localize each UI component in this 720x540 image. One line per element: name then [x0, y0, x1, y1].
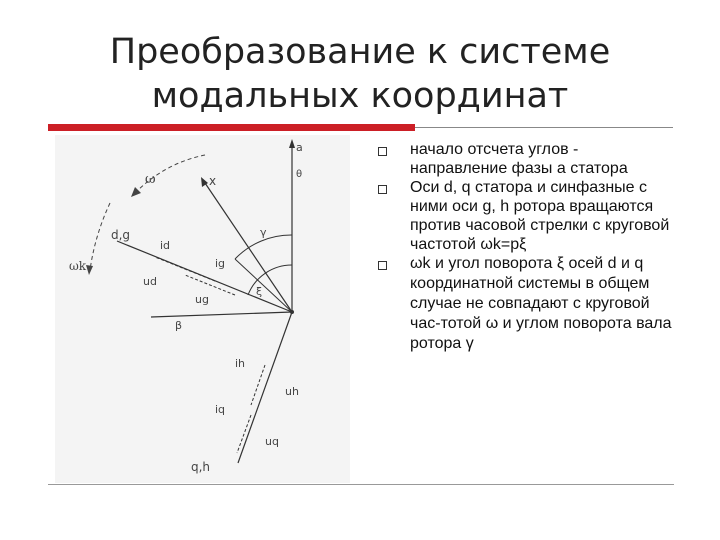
u-d-label: ud [143, 275, 157, 288]
slide-bottom-rule [48, 484, 674, 485]
axes-diagram [55, 135, 350, 483]
omega-k-arrowhead [86, 265, 93, 275]
bullet-list [372, 140, 672, 354]
i-g-vector [185, 275, 235, 295]
axis-theta-label: θ [296, 169, 303, 180]
bullet-square-icon [378, 185, 387, 194]
bullet-item-1 [372, 140, 672, 178]
bullet-square-icon [378, 147, 387, 156]
i-q-label: iq [215, 403, 226, 416]
bullet-text-1: начало отсчета углов - направление фазы a статора [410, 141, 628, 177]
axis-a-arrowhead [289, 139, 295, 148]
omega-arrowhead [131, 187, 141, 197]
i-g-label: ig [215, 257, 226, 270]
bullet-text-2: Оси d, q статора и синфазные с ними оси g, h ротора вращаются против часовой стрелки с круговой частотой ωk=pξ [410, 179, 670, 253]
u-g-label: ug [195, 293, 209, 306]
omega-label: ω [145, 172, 156, 187]
title-underline-accent [48, 124, 415, 131]
omega-k-arrow [90, 203, 110, 270]
axis-dg-label: d,g [111, 228, 131, 242]
i-h-vector [251, 365, 265, 405]
title-line-1: Преобразование к системе [109, 32, 611, 72]
bullet-item-3 [372, 254, 672, 354]
axes-diagram-svg [55, 135, 350, 483]
axis-x-label: x [209, 174, 217, 188]
slide-title [40, 30, 680, 118]
bullet-text-3: ωk и угол поворота ξ осей d и q координатной системы в общем случае не совпадают с круговой час-тотой ω и углом поворота вала ротора γ [410, 255, 672, 352]
omega-k-label: ωk [69, 259, 87, 273]
axis-qh-label: q,h [191, 460, 211, 474]
origin-point [290, 310, 294, 314]
u-q-label: uq [265, 435, 279, 448]
title-line-2: модальных координат [151, 76, 569, 116]
axis-x-line [203, 180, 292, 312]
gamma-ray [235, 259, 292, 312]
bullet-item-2 [372, 178, 672, 254]
u-h-label: uh [285, 385, 299, 398]
title-underline-rule [415, 127, 673, 128]
axis-a-label: a [296, 141, 303, 154]
gamma-label: γ [260, 226, 267, 239]
i-h-label: ih [235, 357, 246, 370]
bullet-square-icon [378, 261, 387, 270]
xi-label: ξ [256, 285, 263, 298]
axis-beta-line [151, 312, 292, 317]
i-d-label: id [160, 239, 171, 252]
axis-beta-label: β [175, 319, 183, 332]
